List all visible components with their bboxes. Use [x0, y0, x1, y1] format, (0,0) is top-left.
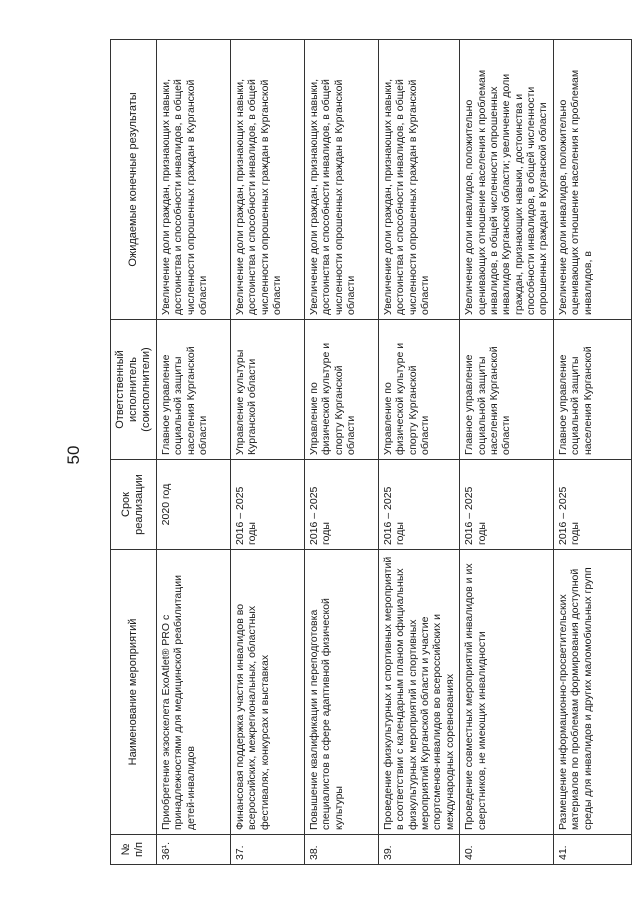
row-period: 2020 год: [156, 460, 230, 550]
row-name: Размещение информационно-просветительских материалов по проблемам формирования доступной среды для инвалидов и других маломобильных групп: [553, 550, 631, 835]
row-executor: Управление по физической культуре и спорту Курганской области: [304, 320, 378, 460]
measures-table: [110, 39, 632, 865]
row-result: Увеличение доли инвалидов, положительно оценивающих отношение населения к проблемам инвалидов, в общей численности опрошенных инвалидов Курганской области; увеличение доли граждан, признающих навыки, достоинства и способности инвалидов, в общей численности опрошенных граждан в Курганской области: [460, 40, 554, 320]
table-row: [230, 40, 304, 865]
row-name: Приобретение экзоскелета ExoAtlet® PRO с принадлежностями для медицинской реабилитации детей-инвалидов: [156, 550, 230, 835]
row-num: 38.: [304, 835, 378, 865]
row-executor: Главное управление социальной защиты населения Курганской области: [156, 320, 230, 460]
row-name: Повышение квалификации и переподготовка специалистов в сфере адаптивной физической культуры: [304, 550, 378, 835]
table-row: [304, 40, 378, 865]
row-name: Проведение физкультурных и спортивных мероприятий в соответствии с календарным планом официальных физкультурных мероприятий и спортивных мероприятий Курганской области и участие спортсменов-инвалидов во всероссийских и международных соревнованиях: [378, 550, 459, 835]
row-period: 2016 – 2025 годы: [553, 460, 631, 550]
table-row: [553, 40, 631, 865]
row-result: Увеличение доли инвалидов, положительно оценивающих отношение населения к проблемам инвалидов, в: [553, 40, 631, 320]
row-period: 2016 – 2025 годы: [304, 460, 378, 550]
row-name: Проведение совместных мероприятий инвалидов и их сверстников, не имеющих инвалидности: [460, 550, 554, 835]
row-result: Увеличение доли граждан, признающих навыки, достоинства и способности инвалидов, в общей численности опрошенных граждан в Курганской области: [378, 40, 459, 320]
header-name: Наименование мероприятий: [111, 550, 157, 835]
row-executor: Главное управление социальной защиты населения Курганской: [553, 320, 631, 460]
table-row: [156, 40, 230, 865]
row-num: 36¹.: [156, 835, 230, 865]
table-header-row: [111, 40, 157, 865]
row-num: 37.: [230, 835, 304, 865]
row-period: 2016 – 2025 годы: [230, 460, 304, 550]
header-executor: Ответственный исполнитель (соисполнители): [111, 320, 157, 460]
row-result: Увеличение доли граждан, признающих навыки, достоинства и способности инвалидов, в общей численности опрошенных граждан в Курганской области: [230, 40, 304, 320]
row-executor: Управление культуры Курганской области: [230, 320, 304, 460]
header-num: № п/п: [111, 835, 157, 865]
table-row: [378, 40, 459, 865]
header-period: Срок реализации: [111, 460, 157, 550]
header-result: Ожидаемые конечные результаты: [111, 40, 157, 320]
row-num: 40.: [460, 835, 554, 865]
row-num: 41.: [553, 835, 631, 865]
table-row: [460, 40, 554, 865]
page-number: 50: [64, 445, 83, 465]
row-name: Финансовая поддержка участия инвалидов во всероссийских, межрегиональных, областных фестивалях, конкурсах и выставках: [230, 550, 304, 835]
row-period: 2016 – 2025 годы: [460, 460, 554, 550]
rotated-table-container: [110, 40, 598, 865]
row-num: 39.: [378, 835, 459, 865]
row-executor: Управление по физической культуре и спорту Курганской области: [378, 320, 459, 460]
row-executor: Главное управление социальной защиты населения Курганской области: [460, 320, 554, 460]
row-period: 2016 – 2025 годы: [378, 460, 459, 550]
row-result: Увеличение доли граждан, признающих навыки, достоинства и способности инвалидов, в общей численности опрошенных граждан в Курганской области: [156, 40, 230, 320]
row-result: Увеличение доли граждан, признающих навыки, достоинства и способности инвалидов, в общей численности опрошенных граждан в Курганской области: [304, 40, 378, 320]
